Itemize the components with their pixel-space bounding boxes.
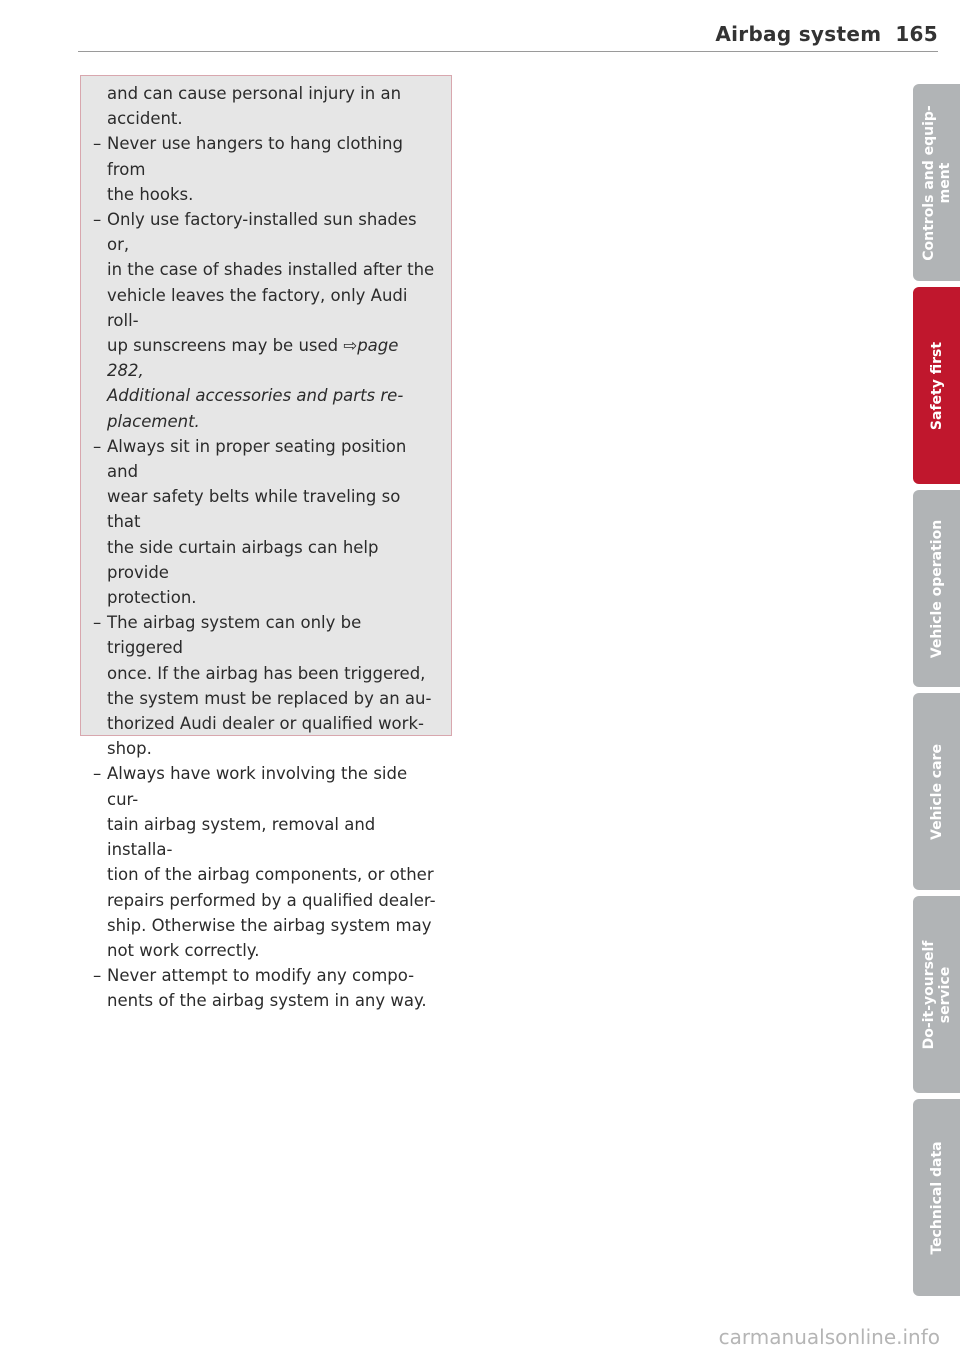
item-line: up sunscreens may be used <box>107 336 339 356</box>
tab-label: Controls and equip- ment <box>920 104 953 261</box>
dash-bullet: – <box>93 210 102 230</box>
warning-item <box>93 131 437 207</box>
item-line: repairs performed by a qualified dealer- <box>107 890 436 910</box>
item-line: the system must be replaced by an au- <box>107 688 432 708</box>
item-line: nents of the airbag system in any way. <box>107 991 427 1011</box>
item-line: protection. <box>107 588 197 608</box>
watermark: carmanualsonline.info <box>718 1325 940 1349</box>
warning-item <box>93 207 437 434</box>
tab-do-it-yourself-service[interactable] <box>913 896 960 1093</box>
dash-bullet: – <box>93 436 102 456</box>
intro-line: and can cause personal injury in an <box>107 84 402 103</box>
item-line: in the case of shades installed after the <box>107 260 435 280</box>
page-number: 165 <box>895 22 938 46</box>
ref-line: page 282, <box>107 336 399 381</box>
item-line: Only use factory-installed sun shades or, <box>107 210 417 255</box>
item-line: Always sit in proper seating position and <box>107 436 407 482</box>
tab-label: Vehicle operation <box>928 519 945 658</box>
tab-vehicle-operation[interactable] <box>913 490 960 687</box>
section-title: Airbag system <box>715 22 882 46</box>
tab-safety-first[interactable] <box>913 287 960 484</box>
ref-line: placement. <box>107 411 200 431</box>
arrow-right-icon: ⇨ <box>343 336 358 356</box>
chapter-tabs <box>913 84 960 1302</box>
item-line: shop. <box>107 739 152 759</box>
dash-bullet: – <box>93 966 102 986</box>
tab-label: Vehicle care <box>928 743 945 840</box>
dash-bullet: – <box>93 134 102 154</box>
tab-technical-data[interactable] <box>913 1099 960 1296</box>
header-rule <box>78 51 938 52</box>
tab-label: Do-it-yourself service <box>920 940 953 1049</box>
item-line: wear safety belts while traveling so that <box>107 487 401 532</box>
dash-bullet: – <box>93 764 102 784</box>
item-line: once. If the airbag has been triggered, <box>107 663 426 683</box>
item-line: not work correctly. <box>107 940 260 960</box>
warning-item <box>93 761 437 963</box>
item-line: Never attempt to modify any compo- <box>107 966 415 986</box>
item-line: tain airbag system, removal and installa- <box>107 814 376 860</box>
warning-box <box>80 75 452 1011</box>
item-line: thorized Audi dealer or qualified work- <box>107 714 424 734</box>
warning-item <box>93 610 437 761</box>
item-line: vehicle leaves the factory, only Audi roll- <box>107 285 408 330</box>
item-line: tion of the airbag components, or other <box>107 865 434 885</box>
tab-label: Safety first <box>928 341 945 430</box>
warning-item <box>93 434 437 610</box>
item-line: The airbag system can only be triggered <box>107 613 362 658</box>
item-line: Always have work involving the side cur- <box>107 764 408 809</box>
page-header <box>78 0 938 52</box>
item-line: ship. Otherwise the airbag system may <box>107 915 432 935</box>
dash-bullet: – <box>93 613 102 633</box>
item-line: the side curtain airbags can help provide <box>107 537 379 582</box>
intro-line: accident. <box>107 109 183 129</box>
tab-controls-and-equipment[interactable] <box>913 84 960 281</box>
item-line: the hooks. <box>107 184 194 204</box>
item-line: Never use hangers to hang clothing from <box>107 134 403 179</box>
header-title-block <box>715 22 938 46</box>
tab-label: Technical data <box>928 1140 945 1255</box>
warning-item <box>93 963 437 1013</box>
ref-line: Additional accessories and parts re- <box>107 386 404 406</box>
warning-intro <box>97 81 437 131</box>
tab-vehicle-care[interactable] <box>913 693 960 890</box>
